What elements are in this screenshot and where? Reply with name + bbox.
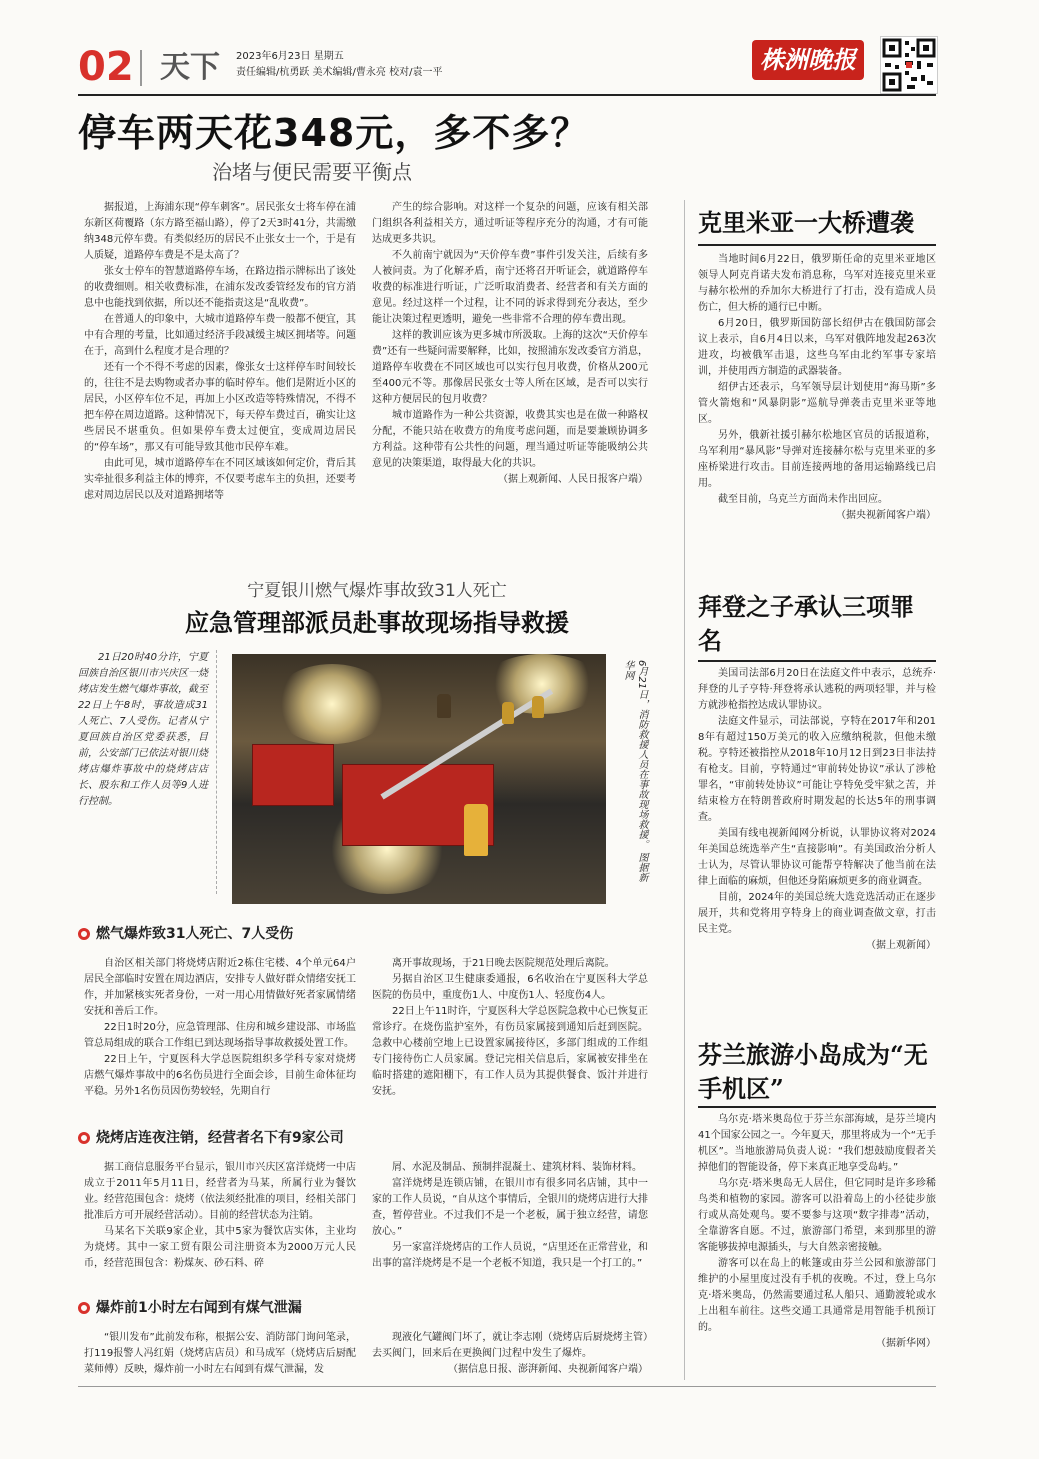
paragraph: 另外，俄新社援引赫尔松地区官员的话报道称，乌军利用“暴风影”导弹对连接赫尔松与克里米亚的多座桥梁进行攻击。目前连接两地的备用运输路线已启用。	[698, 430, 936, 489]
sidebar-rule	[698, 1106, 936, 1108]
issue-date: 2023年6月23日 星期五	[236, 51, 344, 62]
paragraph: 现液化气罐阀门坏了，就让李志刚（烧烤店后厨烧烤主管）去买阀门，回来后在更换阀门过程中发生了爆炸。	[372, 1332, 648, 1359]
paragraph: 截至目前，乌克兰方面尚未作出回应。	[718, 494, 888, 505]
paragraph: 22日上午，宁夏医科大学总医院组织多学科专家对烧烤店燃气爆炸事故中的6名伤员进行全面会诊，目前生命体征均平稳。另外1名伤员因伤势较轻，先期自行	[84, 1054, 356, 1097]
paragraph: 由此可见，城市道路停车在不同区域该如何定价，背后其实牵扯很多利益主体的博弈，不仅要考虑车主的负担，还要考虑对周边居民以及对道路拥堵等	[84, 458, 356, 501]
sidebar-story-finland	[698, 1112, 936, 1352]
paragraph: 据工商信息服务平台显示，银川市兴庆区富洋烧烤一中店成立于2011年5月11日，经营者为马某，所属行业为餐饮业。经营范围包含：烧烤（依法须经批准的项目，经相关部门批准后方可开展经营活动）。目前的经营状态为注销。	[84, 1162, 356, 1221]
news-photo	[232, 654, 606, 904]
main-subheadline: 治堵与便民需要平衡点	[212, 160, 412, 184]
qr-code-icon	[880, 36, 938, 94]
editor-credits: 责任编辑/杭勇跃 美术编辑/曹永亮 校对/袁一平	[236, 67, 443, 78]
sidebar-headline-finland: 芬兰旅游小岛成为“无手机区”	[698, 1040, 928, 1103]
story-headline: 应急管理部派员赴事故现场指导救援	[185, 608, 569, 637]
header-rule	[78, 94, 936, 96]
sidebar-story-biden	[698, 666, 936, 954]
paragraph: 22日1时20分，应急管理部、住房和城乡建设部、市场监管总局组成的联合工作组已到达现场指导事故救援处置工作。	[84, 1022, 356, 1049]
sidebar-rule	[698, 660, 936, 662]
subsection-heading	[78, 924, 293, 944]
subsection-2-column-1	[84, 1160, 356, 1272]
subsection-heading-text: 烧烤店连夜注销，经营者名下有9家公司	[96, 1130, 344, 1146]
paragraph: 法庭文件显示，司法部说，亨特在2017年和2018年有超过150万美元的收入应缴纳税款，但他未缴税。亨特还被指控从2018年10月12日到23日非法持有枪支。目前，亨特通过“审前转处协议”承认了涉枪罪名，“审前转处协议”可能让亨特免受牢狱之苦，并结束检方在特朗普政府时期发起的长达5年的刑事调查。	[698, 716, 936, 823]
paragraph: 城市道路作为一种公共资源，收费其实也是在做一种路权分配，不能只站在收费方的角度考虑问题，而是要兼顾协调多方利益。这种带有公共性的问题，理当通过听证等能吸纳公共意见的决策渠道，取得最大化的共识。	[372, 410, 648, 469]
circle-bullet-icon	[78, 1132, 90, 1144]
story-kicker: 宁夏银川燃气爆炸事故致31人死亡	[247, 581, 507, 601]
subsection-2-column-2	[372, 1160, 648, 1272]
paragraph: 乌尔克·塔米奥岛位于芬兰东部海域，是芬兰境内41个国家公园之一。今年夏天，那里将成为一个“无手机区”。当地旅游局负责人说：“我们想鼓励度假者关掉他们的智能设备，停下来真正地享受岛屿。”	[698, 1114, 936, 1173]
subsection-1-column-2	[372, 956, 648, 1100]
paragraph: 另一家富洋烧烤店的工作人员说，“店里还在正常营业，和出事的富洋烧烤是不是一个老板不知道，我只是一个打工的。”	[372, 1242, 648, 1269]
story-source: （据央视新闻客户端）	[836, 510, 936, 521]
subsection-3-column-2	[372, 1330, 648, 1378]
paragraph: 马某名下关联9家企业，其中5家为餐饮店实体，主业均为烧烤。其中一家工贸有限公司注册资本为2000万元人民币，经营范围包含：粉煤灰、砂石料、碎	[84, 1226, 356, 1269]
sidebar-divider	[684, 200, 685, 1380]
paragraph: 22日上午11时许，宁夏医科大学总医院急救中心已恢复正常诊疗。在烧伤监护室外，有伤员家属接到通知后赶到医院。急救中心楼前空地上已设置家属接待区，多部门组成的工作组专门接待伤亡人员家属。登记完相关信息后，家属被安排坐在临时搭建的遮阳棚下，有工作人员为其提供餐食、饭汁并进行安抚。	[372, 1006, 648, 1097]
paragraph: 乌尔克·塔米奥岛无人居住，但它同时是许多珍稀鸟类和植物的家园。游客可以沿着岛上的小径徒步旅行或从高处观鸟。要不要参与这项“数字排毒”活动，全靠游客自愿。不过，旅游部门希望，来到那里的游客能够拔掉电源插头，与大自然亲密接触。	[698, 1178, 936, 1253]
paragraph: 当地时间6月22日，俄罗斯任命的克里米亚地区领导人阿克肖诺夫发布消息称，乌军对连接克里米亚与赫尔松州的乔加尔大桥进行了打击，没有造成人员伤亡，但大桥的通行已中断。	[698, 254, 936, 313]
paragraph: 屑、水泥及制品、预制拌混凝土、建筑材料、装饰材料。	[392, 1162, 642, 1173]
subsection-heading-text: 爆炸前1小时左右闻到有煤气泄漏	[96, 1300, 302, 1316]
subsection-heading	[78, 1298, 302, 1318]
paragraph: 这样的教训应该为更多城市所汲取。上海的这次“天价停车费”还有一些疑问需要解释，比如，按照浦东发改委官方消息，道路停车收费在不同区域也可以实行包月收费，价格从200元至400元不等。那像居民张女士等人所在区域，是否可以实行这种方便居民的包月收费？	[372, 330, 648, 405]
circle-bullet-icon	[78, 928, 90, 940]
subsection-heading-text: 燃气爆炸致31人死亡、7人受伤	[96, 926, 294, 942]
paragraph: 游客可以在岛上的帐篷或由芬兰公园和旅游部门维护的小屋里度过没有手机的夜晚。不过，登上乌尔克·塔米奥岛，仍然需要通过私人船只、通勤渡轮或水上出租车前往。这些交通工具通常是用智能手机预订的。	[698, 1258, 936, 1333]
photo-caption: 6月21日，消防救援人员在事故现场救援。 图据新华网	[622, 660, 647, 883]
paragraph: 另据自治区卫生健康委通报，6名收治在宁夏医科大学总医院的伤员中，重度伤1人、中度伤1人、轻度伤4人。	[372, 974, 648, 1001]
main-headline: 停车两天花348元，多不多？	[78, 111, 590, 155]
page-number: 02	[78, 44, 134, 90]
paragraph: 美国司法部6月20日在法庭文件中表示，总统乔·拜登的儿子亨特·拜登将承认逃税的两项轻罪，并与检方就涉枪指控达成认罪协议。	[698, 668, 936, 711]
paragraph: 目前，2024年的美国总统大选竞选活动正在逐步展开，共和党将用亨特身上的商业调查做文章，打击民主党。	[698, 892, 936, 935]
sidebar-rule	[698, 244, 936, 246]
paragraph: 还有一个不得不考虑的因素，像张女士这样停车时间较长的，往往不是去购物或者办事的临时停车。他们是附近小区的居民，小区停车位不足，再加上小区改造等特殊情况，不得不把车停在周边道路。这种情况下，每天停车费过百，确实让这些居民不堪重负。但如果停车费太过便宜，变成周边居民的“停车场”，那又有可能导致其他市民停车难。	[84, 362, 356, 453]
footer-rule	[78, 1386, 936, 1387]
paragraph: 张女士停车的智慧道路停车场，在路边指示牌标出了该处的收费细则。相关收费标准，在浦东发改委管经发布的官方消息中也能找到依据，所以还不能指责这是“乱收费”。	[84, 266, 356, 309]
paragraph: 不久前南宁就因为“天价停车费”事件引发关注，后续有多人被问责。为了化解矛盾，南宁还将召开听证会，就道路停车收费的标准进行听证，广泛听取消费者、经营者和有关方面的意见。经过这样一个过程，让不同的诉求得到充分表达，至少能让决策过程更透明，避免一些非常不合理的停车费出现。	[372, 250, 648, 325]
paragraph: 6月20日，俄罗斯国防部长绍伊古在俄国防部会议上表示，自6月4日以来，乌军对俄阵地发起263次进攻，均被俄军击退，这些乌军由北约军事专家培训，并使用西方制造的武器装备。	[698, 318, 936, 377]
subsection-1-column-1	[84, 956, 356, 1100]
story-source: （据上观新闻）	[866, 940, 936, 951]
header-divider	[140, 50, 142, 86]
story-source: （据信息日报、澎湃新闻、央视新闻客户端）	[448, 1364, 648, 1375]
sidebar-headline-crimea: 克里米亚一大桥遭袭	[698, 208, 914, 237]
paragraph: “银川发布”此前发布称，根据公安、消防部门询问笔录，打119报警人冯红娟（烧烤店店员）和马成军（烧烤店后厨配菜师傅）反映，爆炸前一小时左右闻到有煤气泄漏，发	[84, 1332, 356, 1375]
story-source: （据上观新闻、人民日报客户端）	[498, 474, 648, 485]
paragraph: 绍伊古还表示，乌军领导层计划使用“海马斯”多管火箭炮和“风暴阴影”巡航导弹袭击克里米亚等地区。	[698, 382, 936, 425]
circle-bullet-icon	[78, 1302, 90, 1314]
paragraph: 在普通人的印象中，大城市道路停车费一般都不便宜，其中有合理的考量，比如通过经济手段减缓主城区拥堵等。问题在于，高到什么程度才是合理的？	[84, 314, 356, 357]
subsection-heading	[78, 1128, 344, 1148]
paragraph: 美国有线电视新闻网分析说，认罪协议将对2024年美国总统选举产生“直接影响”。有美国政治分析人士认为，尽管认罪协议可能帮亨特解决了他当前在法律上面临的麻烦，但他还身陷麻烦更多的商业调查。	[698, 828, 936, 887]
main-story-column-2	[372, 200, 648, 488]
paragraph: 自治区相关部门将烧烤店附近2栋住宅楼、4个单元64户居民全部临时安置在周边酒店，安排专人做好群众情绪安抚工作，并加紧核实死者身份，一对一用心用情做好死者家属情绪安抚和善后工作。	[84, 958, 356, 1017]
story-source: （据新华网）	[876, 1338, 936, 1349]
lead-paragraph: 21日20时40分许，宁夏回族自治区银川市兴庆区一烧烤店发生燃气爆炸事故，截至22日上午8时，事故造成31人死亡、7人受伤。记者从宁夏回族自治区党委获悉，目前，公安部门已依法对银川烧烤店爆炸事故中的烧烤店店长、股东和工作人员等9人进行控制。	[78, 652, 208, 807]
main-story-column-1	[84, 200, 356, 504]
paragraph: 富洋烧烤是连锁店铺，在银川市有很多同名店铺，其中一家的工作人员说，“自从这个事情后，全银川的烧烤店进行大排查，暂停营业。不过我们不是一个老板，属于独立经营，请您放心。”	[372, 1178, 648, 1237]
paragraph: 离开事故现场，于21日晚去医院规范处理后离院。	[392, 958, 615, 969]
section-title: 天下	[160, 50, 220, 85]
paragraph: 产生的综合影响。对这样一个复杂的问题，应该有相关部门组织各利益相关方，通过听证等程序充分的沟通，才有可能达成更多共识。	[372, 202, 648, 245]
sidebar-story-crimea	[698, 252, 936, 524]
paragraph: 据报道，上海浦东现“停车刺客”。居民张女士将车停在浦东新区荷覆路（东方路至福山路），停了2天3时41分，共需缴纳348元停车费。有类似经历的居民不止张女士一个，于是有人质疑，道路停车费是不是太高了？	[84, 202, 356, 261]
lead-paragraph-box	[78, 650, 217, 894]
sidebar-headline-biden: 拜登之子承认三项罪名	[698, 592, 914, 655]
newspaper-logo: 株洲晚报	[752, 40, 864, 80]
subsection-3-column-1	[84, 1330, 356, 1378]
